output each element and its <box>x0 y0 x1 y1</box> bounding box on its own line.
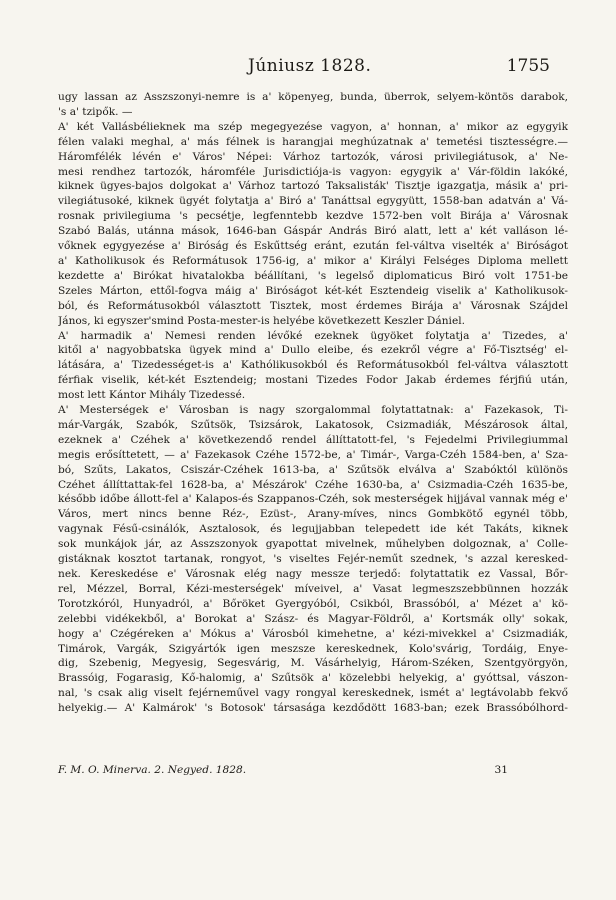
text-line: zelebbi vidékekből, a' Borokat a' Szász- és Magyar-Földről, a' Kortsmák olly' sokak, <box>58 612 568 625</box>
text-line: Szabó Balás, utánna mások, 1646-ban Gáspár András Biró alatt, lett a' két valláson lé- <box>58 225 568 238</box>
text-line: megis erősíttetett, — a' Fazekasok Czéhe 1572-be, a' Timár-, Varga-Czéh 1584-ben, a' Sza- <box>58 448 568 461</box>
text-line: kitől a' nagyobbatska ügyek mind a' Dullo eleibe, és ezekről végre a' Fő-Tisztség' el- <box>58 344 568 357</box>
text-line: kezdette a' Birókat hivatalokba béállítani, 's legelső diplomaticus Biró volt 1751-be <box>58 269 568 282</box>
page-footer <box>58 764 568 780</box>
text-line: Brassóig, Fogarasig, Kő-halomig, a' Szűtsök a' közelebbi helyekig, a' gyóttsal, vászon- <box>58 672 568 685</box>
text-line: ezeknek a' Czéhek a' következendő rendel állíttatott-fel, 's Fejedelmi Privilegiummal <box>58 433 568 446</box>
text-line: Város, mert nincs benne Réz-, Ezüst-, Arany-míves, nincs Gombkötő egynél több, <box>58 508 568 521</box>
text-line: a' Katholikusok és Reformátusok 1756-ig, a' mikor a' Királyi Felséges Diploma mellett <box>58 254 568 267</box>
text-line: később időbe állott-fel a' Kalapos-és Szappanos-Czéh, sok mesterségek hijjával vannak még e' <box>58 493 568 506</box>
text-line: rosnak privilegiuma 's pecsétje, legfenntebb kezdve 1572-ben volt Birája a' Városnak <box>58 210 568 223</box>
text-line: Szeles Márton, ettől-fogva máig a' Biróságot két-két Esztendeig viselik a' Katholikusok- <box>58 284 568 297</box>
page-title: Júniusz 1828. <box>248 56 372 76</box>
text-line: rel, Mézzel, Borral, Kézi-mesterségek' míveivel, a' Vasat legmeszszebbünnen hozzák <box>58 582 568 595</box>
text-line: János, ki egyszer'smind Posta-mester-is helyébe következett Keszler Dániel. <box>58 314 465 327</box>
text-line: látására, a' Tizedességet-is a' Kathólikusokból és Reformátusokból fel-váltva választott <box>58 359 568 372</box>
text-line: Torotzkóról, Hunyadról, a' Bőröket Gyergyóból, Csikból, Brassóból, a' Mézet a' kö- <box>58 597 568 610</box>
text-line: A' két Vallásbélieknek ma szép megegyezése vagyon, a' honnan, a' mikor az egygyik <box>58 120 568 133</box>
text-line: vőknek egygyezése a' Biróság és Eskűttség eránt, ezután fel-váltva viselték a' Biróságot <box>58 240 568 253</box>
text-line: Háromfélék lévén e' Város' Népei: Várhoz tartozók, városi privilegiátusok, a' Ne- <box>58 150 568 163</box>
text-line: nal, 's csak alig viselt fejérneművel vagy rongyal kereskednek, ismét a' legtávolabb fekvő <box>58 687 568 700</box>
text-line: ból, és Reformátusokból választott Tisztek, most érdemes Birája a' Városnak Szájdel <box>58 299 568 312</box>
text-line: dig, Szebenig, Megyesig, Segesvárig, M. Vásárhelyig, Három-Széken, Szentgyörgyön, <box>58 657 568 670</box>
footer-sheet-number: 31 <box>494 764 508 776</box>
text-line: gistáknak kosztot tartanak, rongyot, 's viseltes Fejér-neműt szednek, 's azzal keresked- <box>58 553 568 566</box>
text-line: mesi rendhez tartozók, háromféle Jurisdictiója-is vagyon: egygyik a' Vár-földin lakóké, <box>58 165 568 178</box>
body-text <box>58 90 568 716</box>
text-line: most lett Kántor Mihály Tizedessé. <box>58 389 246 402</box>
text-line: sok munkájok jár, az Asszszonyok gyapottat mivelnek, műhelyben dolgoznak, a' Colle- <box>58 538 568 551</box>
text-line: hogy a' Czégéreken a' Mókus a' Városból kimehetne, a' kézi-mivekkel a' Csizmadiák, <box>58 627 568 640</box>
text-line: Timárok, Vargák, Szigyártók igen meszsze kereskednek, Kolo'svárig, Tordáig, Enye- <box>58 642 568 655</box>
text-line: férfiak viselik, két-két Esztendeig; mostani Tizedes Fodor Jakab érdemes férjfiú után, <box>58 374 568 387</box>
text-line: 's a' tzipők. — <box>58 105 133 118</box>
text-line: nek. Kereskedése e' Városnak elég nagy messze terjedő: folytattatik ez Vassal, Bőr- <box>58 568 568 580</box>
text-line: félen valaki meghal, a' más félnek is harangjai meghúzatnak a' temetési tisztességre.— <box>58 135 568 148</box>
text-line: ugy lassan az Asszszonyi-nemre is a' köpenyeg, bunda, überrok, selyem-köntös darabok, <box>58 91 568 103</box>
footer-signature: F. M. O. Minerva. 2. Negyed. 1828. <box>58 764 247 776</box>
page-number: 1755 <box>506 56 550 76</box>
text-line: vagynak Fésű-csinálók, Asztalosok, és legujjabban telepedett ide két Takáts, kiknek <box>58 523 568 536</box>
text-line: bó, Szűts, Lakatos, Csiszár-Czéhek 1613-ba, a' Szűtsök elválva a' Szabóktól különös <box>58 463 568 476</box>
text-line: már-Vargák, Szabók, Szűtsök, Tsizsárok, Lakatosok, Csizmadiák, Mészárosok által, <box>58 418 568 431</box>
text-line: A' Mesterségek e' Városban is nagy szorgalommal folytattatnak: a' Fazekasok, Ti- <box>58 404 568 417</box>
text-line: Czéhet állíttattak-fel 1628-ba, a' Mészárok' Czéhe 1630-ba, a' Csizmadia-Czéh 1635-be, <box>58 478 568 491</box>
text-line: helyekig.— A' Kalmárok' 's Botosok' társasága kezdődött 1683-ban; ezek Brassóbólhord- <box>58 702 568 715</box>
page-header <box>0 56 616 78</box>
text-line: vilegiátusoké, kiknek ügyét folytatja a' Biró a' Tanáttsal egygyütt, 1558-ban adatván a' Vá- <box>58 195 568 208</box>
text-line: kiknek ügyes-bajos dolgokat a' Várhoz tartozó Taksalisták' Tisztje igazgatja, másik a' pri- <box>58 180 568 193</box>
text-line: A' harmadik a' Nemesi renden lévőké ezeknek ügyöket folytatja a' Tizedes, a' <box>58 329 568 342</box>
